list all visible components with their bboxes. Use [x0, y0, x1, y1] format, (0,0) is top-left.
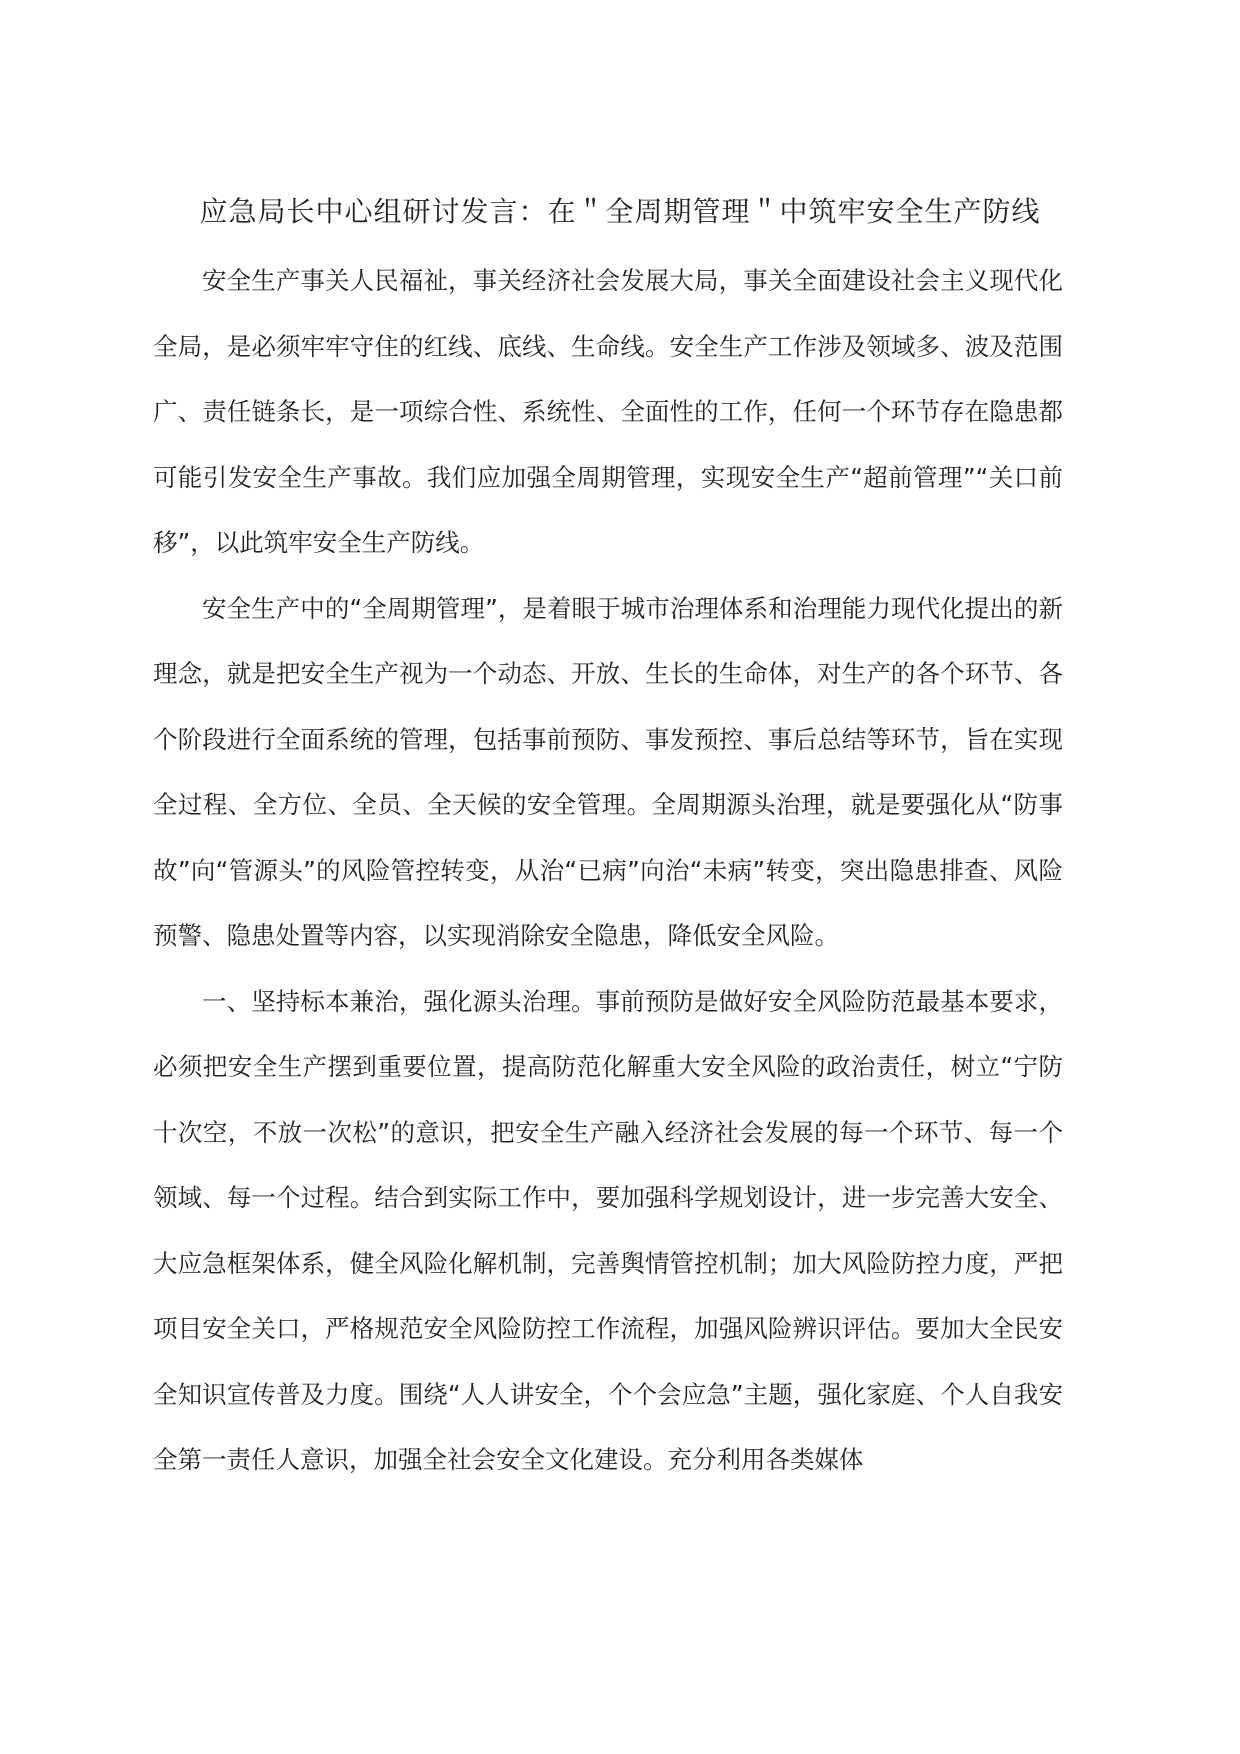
document-body [153, 248, 1063, 1493]
paragraph-full-cycle-management: 安全生产中的“全周期管理”，是着眼于城市治理体系和治理能力现代化提出的新理念，就是把安全生产视为一个动态、开放、生长的生命体，对生产的各个环节、各个阶段进行全面系统的管理，包括事前预防、事发预控、事后总结等环节，旨在实现全过程、全方位、全员、全天候的安全管理。全周期源头治理，就是要强化从“防事故”向“管源头”的风险管控转变，从治“已病”向治“未病”转变，突出隐患排查、风险预警、隐患处置等内容，以实现消除安全隐患，降低安全风险。 [153, 593, 1063, 950]
paragraph-intro: 安全生产事关人民福祉，事关经济社会发展大局，事关全面建设社会主义现代化全局，是必须牢牢守住的红线、底线、生命线。安全生产工作涉及领域多、波及范围广、责任链条长，是一项综合性、系统性、全面性的工作，任何一个环节存在隐患都可能引发安全生产事故。我们应加强全周期管理，实现安全生产“超前管理”“关口前移”，以此筑牢安全生产防线。 [153, 266, 1063, 557]
document-title: 应急局长中心组研讨发言：在＂全周期管理＂中筑牢安全生产防线 [199, 195, 1041, 228]
paragraph-section-one: 一、坚持标本兼治，强化源头治理。事前预防是做好安全风险防范最基本要求，必须把安全生产摆到重要位置，提高防范化解重大安全风险的政治责任，树立“宁防十次空，不放一次松”的意识，把安全生产融入经济社会发展的每一个环节、每一个领域、每一个过程。结合到实际工作中，要加强科学规划设计，进一步完善大安全、大应急框架体系，健全风险化解机制，完善舆情管控机制；加大风险防控力度，严把项目安全关口，严格规范安全风险防控工作流程，加强风险辨识评估。要加大全民安全知识宣传普及力度。围绕“人人讲安全，个个会应急”主题，强化家庭、个人自我安全第一责任人意识，加强全社会安全文化建设。充分利用各类媒体 [153, 986, 1063, 1474]
